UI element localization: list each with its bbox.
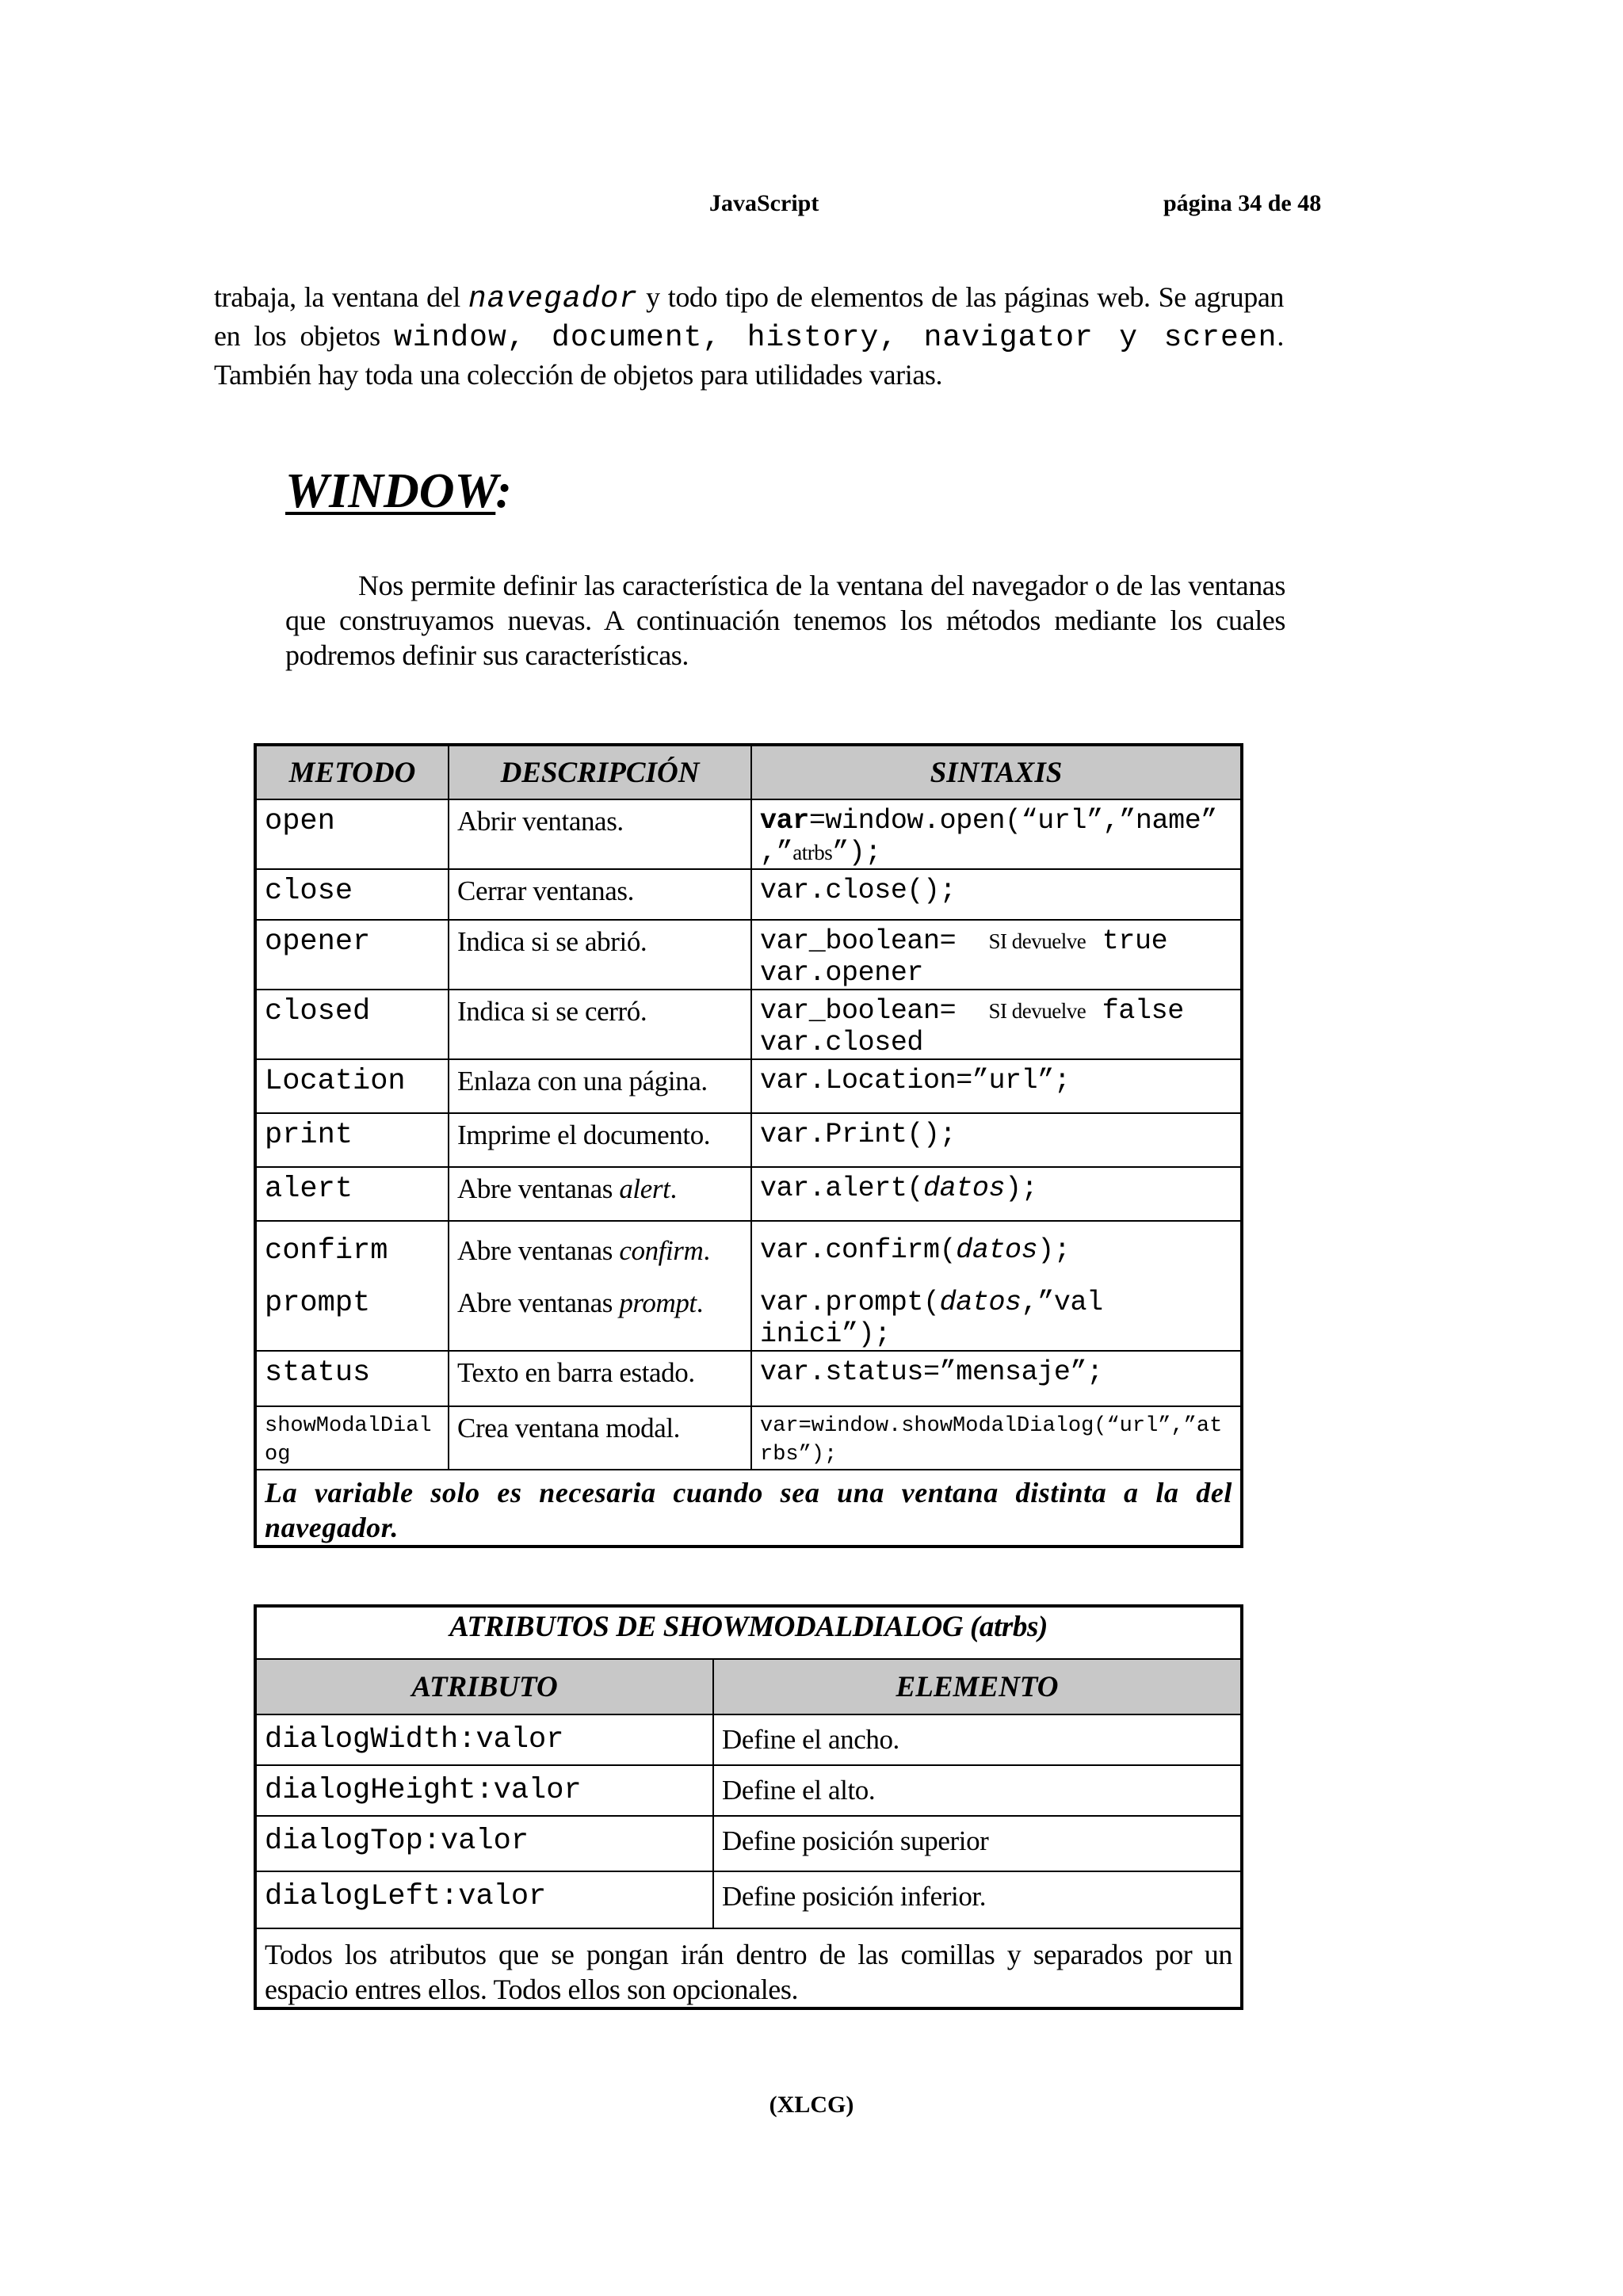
syntax-note: SI devuelve	[988, 999, 1086, 1023]
table-row	[255, 1167, 1242, 1221]
section-heading-text: WINDOW	[285, 464, 496, 518]
column-header: SINTAXIS	[751, 745, 1242, 799]
element-cell: Define el ancho.	[713, 1714, 1242, 1765]
syntax-text: );	[1005, 1173, 1038, 1204]
syntax-text: atrbs	[792, 841, 833, 864]
syntax-cell: var.close();	[751, 869, 1242, 920]
column-header: DESCRIPCIÓN	[449, 745, 751, 799]
header-page-number: página 34 de 48	[1163, 190, 1322, 216]
desc-text: Abre ventanas	[457, 1235, 620, 1266]
syntax-cell	[751, 1167, 1242, 1221]
desc-cell: Indica si se cerró.	[449, 990, 751, 1059]
method-cell: Location	[255, 1059, 449, 1113]
method-name: confirm	[265, 1234, 388, 1268]
syntax-cell	[751, 1221, 1242, 1351]
syntax-text: true	[1102, 925, 1168, 957]
table-header-row	[255, 745, 1242, 799]
section-description: Nos permite definir las característica de la ventana del navegador o de las ventanas que construyamos nuevas. A continuación tenemos los métodos mediante los cuales podremos definir sus características.	[285, 570, 1285, 671]
syntax-cell: var.status=”mensaje”;	[751, 1351, 1242, 1406]
column-header: ATRIBUTO	[255, 1659, 713, 1714]
desc-italic: confirm	[619, 1235, 704, 1266]
syntax-text: var.prompt(	[760, 1287, 940, 1318]
desc-text: Abre ventanas	[457, 1173, 620, 1204]
attribute-cell: dialogTop:valor	[255, 1816, 713, 1871]
table-row	[255, 1351, 1242, 1406]
desc-text: Abre ventanas	[457, 1287, 620, 1318]
attributes-table	[254, 1604, 1243, 2010]
syntax-text: var_boolean=	[760, 995, 957, 1027]
desc-cell: Texto en barra estado.	[449, 1351, 751, 1406]
desc-italic: prompt	[619, 1287, 697, 1318]
table-caption: ATRIBUTOS DE SHOWMODALDIALOG (atrbs)	[255, 1606, 1242, 1659]
table-row	[255, 1871, 1242, 1928]
table-row	[255, 799, 1242, 869]
table-row	[255, 1765, 1242, 1816]
table-note: La variable solo es necesaria cuando sea una ventana distinta a la del navegador.	[255, 1470, 1242, 1547]
desc-cell: Indica si se abrió.	[449, 920, 751, 990]
method-cell: status	[255, 1351, 449, 1406]
syntax-text: ,”val inici”);	[760, 1287, 1103, 1350]
syntax-cell: var=window.showModalDialog(“url”,”atrbs”);	[751, 1406, 1242, 1470]
syntax-text: ,”	[760, 837, 793, 868]
syntax-cell	[751, 799, 1242, 869]
method-name: prompt	[265, 1287, 371, 1320]
desc-cell: Cerrar ventanas.	[449, 869, 751, 920]
syntax-line	[760, 1234, 1232, 1287]
syntax-cell	[751, 990, 1242, 1059]
element-cell: Define el alto.	[713, 1765, 1242, 1816]
method-cell: opener	[255, 920, 449, 990]
syntax-param: datos	[956, 1234, 1038, 1266]
intro-navegador: navegador	[468, 282, 639, 316]
syntax-text: );	[1037, 1234, 1071, 1266]
desc-cell: Crea ventana modal.	[449, 1406, 751, 1470]
syntax-text: =window.open(“url”,”name”	[808, 805, 1217, 837]
table-caption-row	[255, 1606, 1242, 1659]
desc-cell: Abrir ventanas.	[449, 799, 751, 869]
attribute-cell: dialogWidth:valor	[255, 1714, 713, 1765]
desc-cell: Imprime el documento.	[449, 1113, 751, 1167]
syntax-text: var_boolean=	[760, 925, 957, 957]
table-note-row	[255, 1470, 1242, 1547]
syntax-note: SI devuelve	[988, 929, 1086, 953]
table-header-row	[255, 1659, 1242, 1714]
table-row	[255, 1059, 1242, 1113]
method-cell: showModalDialog	[255, 1406, 449, 1470]
syntax-cell: var.Print();	[751, 1113, 1242, 1167]
intro-text: trabaja, la ventana del	[214, 281, 468, 313]
element-cell: Define posición superior	[713, 1816, 1242, 1871]
desc-cell	[449, 1167, 751, 1221]
intro-paragraph	[214, 279, 1284, 393]
syntax-text: ”);	[832, 837, 882, 868]
desc-cell	[449, 1221, 751, 1351]
syntax-text: var.alert(	[760, 1173, 924, 1204]
desc-line	[457, 1234, 743, 1287]
method-cell: open	[255, 799, 449, 869]
syntax-var: var	[760, 805, 809, 837]
table-row	[255, 869, 1242, 920]
method-cell: closed	[255, 990, 449, 1059]
syntax-text: var.closed	[760, 1027, 924, 1058]
syntax-cell	[751, 920, 1242, 990]
syntax-text: false	[1102, 995, 1184, 1027]
methods-table	[254, 743, 1243, 1548]
intro-text: . También hay toda una colección de objetos para utilidades varias.	[214, 320, 1284, 391]
table-row	[255, 920, 1242, 990]
syntax-param: datos	[923, 1173, 1006, 1204]
attribute-cell: dialogLeft:valor	[255, 1871, 713, 1928]
desc-italic: alert	[619, 1173, 670, 1204]
desc-text: .	[703, 1235, 710, 1266]
syntax-param: datos	[939, 1287, 1022, 1318]
section-heading	[285, 463, 512, 520]
desc-text: .	[696, 1287, 704, 1318]
desc-line	[457, 1287, 743, 1320]
intro-text: y	[1093, 321, 1164, 355]
intro-text: y todo tipo de elementos de las páginas web. Se agrupan en los objetos	[214, 281, 1284, 352]
table-note: Todos los atributos que se pongan irán dentro de las comillas y separados por un espacio entres ellos. Todos ellos son opcionales.	[255, 1928, 1242, 2008]
element-cell: Define posición inferior.	[713, 1871, 1242, 1928]
method-cell: print	[255, 1113, 449, 1167]
table-row	[255, 990, 1242, 1059]
method-cell: close	[255, 869, 449, 920]
header-title: JavaScript	[709, 190, 819, 216]
syntax-line	[760, 1287, 1232, 1350]
desc-text: .	[670, 1173, 677, 1204]
column-header: ELEMENTO	[713, 1659, 1242, 1714]
method-cell: alert	[255, 1167, 449, 1221]
syntax-cell: var.Location=”url”;	[751, 1059, 1242, 1113]
footer: (XLCG)	[769, 2092, 854, 2118]
table-row	[255, 1221, 1242, 1351]
table-row	[255, 1406, 1242, 1470]
table-row	[255, 1714, 1242, 1765]
attribute-cell: dialogHeight:valor	[255, 1765, 713, 1816]
table-note-row	[255, 1928, 1242, 2008]
column-header: METODO	[255, 745, 449, 799]
table-row	[255, 1816, 1242, 1871]
table-row	[255, 1113, 1242, 1167]
syntax-text: var.opener	[760, 957, 924, 989]
method-cell	[255, 1221, 449, 1351]
section-heading-colon: :	[495, 464, 512, 518]
intro-objects: window, document, history, navigator	[393, 321, 1094, 355]
intro-screen: screen	[1163, 321, 1277, 355]
syntax-text: var.confirm(	[760, 1234, 957, 1266]
desc-cell: Enlaza con una página.	[449, 1059, 751, 1113]
